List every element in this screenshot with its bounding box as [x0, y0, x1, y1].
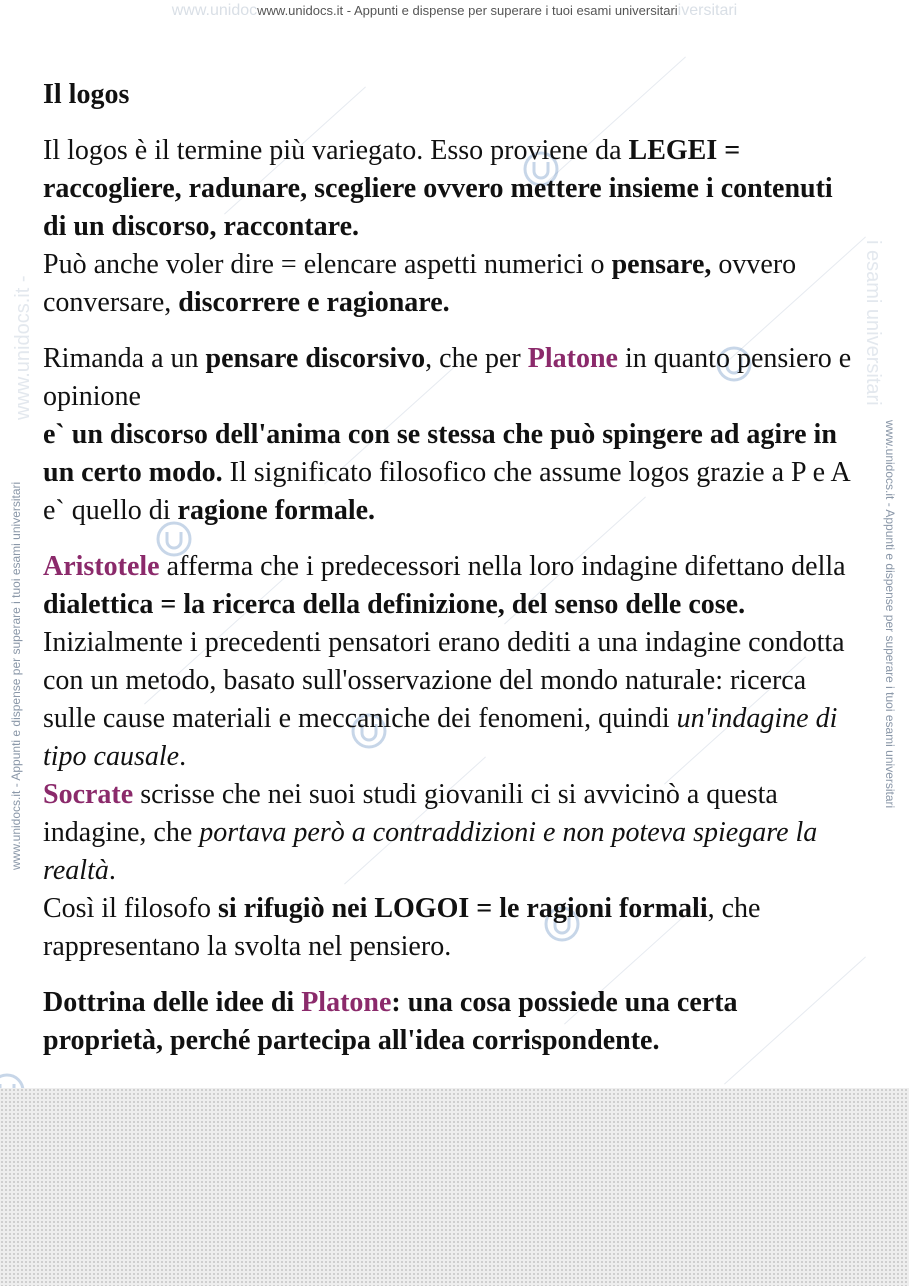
paragraph-pensare-discorsivo: [43, 340, 863, 530]
text: in quanto pensiero e opinione: [43, 343, 852, 412]
text: afferma che i predecessori nella loro indagine difettano della: [159, 551, 846, 582]
header-watermark: [0, 2, 909, 20]
italic-text: un'indagine di tipo causale: [43, 703, 838, 772]
text: .: [179, 741, 187, 772]
right-ghost-watermark: i esami universitari: [862, 240, 884, 406]
text: .: [108, 855, 116, 886]
header-watermark-ghost-left: www.unidoc: [171, 2, 258, 19]
bold-text: si rifugiò nei LOGOI = le ragioni formali: [218, 893, 708, 924]
header-watermark-ghost-right: iversitari: [677, 2, 738, 19]
text: Il logos è il termine più variegato. Esso proviene da: [43, 135, 629, 166]
paragraph-aristotele: [43, 548, 863, 966]
text: scrisse che nei suoi studi giovanili ci si avvicinò a questa indagine, che: [43, 779, 778, 848]
bold-text: pensare,: [611, 249, 712, 280]
text: , che per: [425, 343, 528, 374]
header-watermark-text: www.unidocs.it - Appunti e dispense per superare i tuoi esami universitari: [257, 3, 678, 18]
bold-text: LEGEI = raccogliere, radunare, scegliere ovvero mettere insieme i contenuti di un discorso, raccontare.: [43, 135, 833, 242]
philosopher-name: Aristotele: [43, 551, 160, 582]
preview-blur-overlay: [0, 1088, 909, 1286]
philosopher-name: Platone: [301, 987, 392, 1018]
bold-text: Dottrina delle idee di: [43, 987, 302, 1018]
text: Rimanda a un: [43, 343, 206, 374]
text: Può anche voler dire = elencare aspetti numerici o: [43, 249, 612, 280]
left-ghost-watermark: www.unidocs.it -: [12, 275, 34, 420]
bold-text: : una cosa possiede una certa proprietà, perché partecipa all'idea corrispondente.: [43, 987, 738, 1056]
italic-text: portava però a contraddizioni e non poteva spiegare la realtà: [43, 817, 818, 886]
document-body: [43, 76, 863, 1078]
text: Il significato filosofico che assume logos grazie a P e A e` quello di: [43, 457, 850, 526]
bold-text: dialettica = la ricerca della definizione, del senso delle cose.: [43, 589, 746, 620]
text: , che rappresentano la svolta nel pensiero.: [43, 893, 761, 962]
bold-text: ragione formale.: [177, 495, 376, 526]
philosopher-name: Socrate: [43, 779, 134, 810]
paragraph-dottrina-idee: [43, 984, 863, 1060]
bold-text: e` un discorso dell'anima con se stessa che può spingere ad agire in un certo modo.: [43, 419, 837, 488]
bold-text: pensare discorsivo: [205, 343, 426, 374]
text: Così il filosofo: [43, 893, 219, 924]
section-title: Il logos: [43, 79, 130, 110]
paragraph-logos-definition: [43, 132, 863, 322]
philosopher-name: Platone: [527, 343, 618, 374]
text: Inizialmente i precedenti pensatori erano dediti a una indagine condotta con un metodo, basato sull'osservazione del mondo naturale: ricerca sulle cause materiali e meccaniche dei fenomeni, quindi: [43, 627, 845, 734]
bold-text: discorrere e ragionare.: [178, 287, 450, 318]
left-side-watermark: www.unidocs.it - Appunti e dispense per superare i tuoi esami universitari: [9, 481, 23, 870]
text: ovvero conversare,: [43, 249, 797, 318]
right-side-watermark: www.unidocs.it - Appunti e dispense per superare i tuoi esami universitari: [883, 420, 897, 809]
